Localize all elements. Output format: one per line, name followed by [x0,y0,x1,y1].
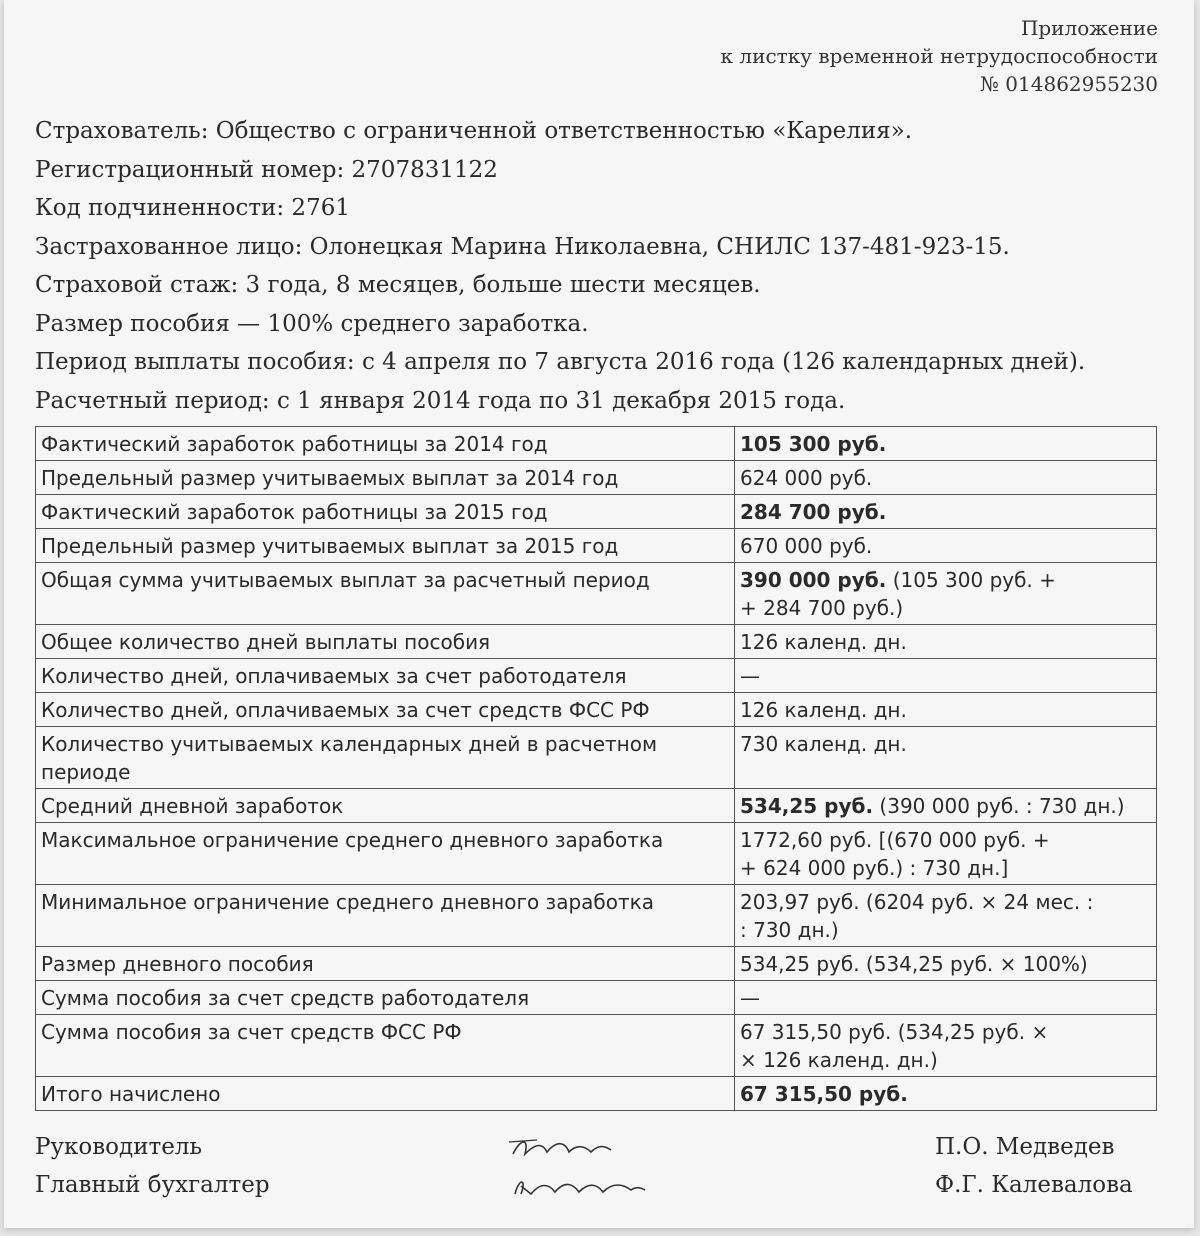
document-sheet [4,0,1194,1228]
table-row [36,659,1157,693]
row-value [735,885,1157,947]
table-row [36,1077,1157,1111]
signer-name: П.О. Медведев [935,1134,1115,1160]
value-text: 1772,60 руб. [(670 000 руб. + + 624 000 руб.) : 730 дн.] [740,828,1050,880]
header-number: № 014862955230 [980,72,1158,96]
table-row [36,427,1157,461]
signature-row-director [35,1134,1135,1172]
value-text: 126 календ. дн. [740,630,907,654]
info-calculation-period: Расчетный период: с 1 января 2014 года по 31 декабря 2015 года. [35,387,846,414]
table-row [36,625,1157,659]
info-insured-person: Застрахованное лицо: Олонецкая Марина Николаевна, СНИЛС 137-481-923-15. [35,233,1010,260]
row-value [735,1077,1157,1111]
table-row [36,947,1157,981]
row-value [735,659,1157,693]
table-row [36,789,1157,823]
row-label: Сумма пособия за счет средств ФСС РФ [36,1015,735,1077]
row-label: Размер дневного пособия [36,947,735,981]
info-insurance-experience: Страховой стаж: 3 года, 8 месяцев, больше шести месяцев. [35,272,761,298]
row-label: Количество дней, оплачиваемых за счет средств ФСС РФ [36,693,735,727]
row-value [735,823,1157,885]
row-label: Предельный размер учитываемых выплат за 2014 год [36,461,735,495]
header-title: Приложение [1020,16,1158,40]
signatures-block [35,1134,1135,1210]
document-header [721,14,1158,98]
row-label: Средний дневной заработок [36,789,735,823]
row-label: Максимальное ограничение среднего дневного заработка [36,823,735,885]
row-label: Предельный размер учитываемых выплат за 2015 год [36,529,735,563]
value-text: — [740,986,760,1010]
row-value [735,563,1157,625]
row-label: Фактический заработок работницы за 2015 год [36,495,735,529]
table-row [36,461,1157,495]
value-text: (390 000 руб. : 730 дн.) [873,794,1125,818]
info-benefit-size: Размер пособия — 100% среднего заработка. [35,310,589,337]
table-row [36,563,1157,625]
value-text: 203,97 руб. (6204 руб. × 24 мес. : : 730 дн.) [740,890,1094,942]
row-value [735,625,1157,659]
info-block [35,112,1155,420]
row-label: Количество учитываемых календарных дней в расчетном периоде [36,727,735,789]
row-label: Итого начислено [36,1077,735,1111]
row-value [735,727,1157,789]
handwritten-signature [507,1172,647,1208]
table-row [36,885,1157,947]
row-label: Общая сумма учитываемых выплат за расчетный период [36,563,735,625]
row-label: Сумма пособия за счет средств работодателя [36,981,735,1015]
row-label: Количество дней, оплачиваемых за счет работодателя [36,659,735,693]
value-text: — [740,664,760,688]
row-value [735,981,1157,1015]
row-value [735,529,1157,563]
row-value [735,1015,1157,1077]
value-bold: 390 000 руб. [740,568,887,592]
value-text: 730 календ. дн. [740,732,907,756]
value-bold: 105 300 руб. [740,432,887,456]
row-label: Минимальное ограничение среднего дневного заработка [36,885,735,947]
table-row [36,727,1157,789]
value-text: 670 000 руб. [740,534,873,558]
row-value [735,427,1157,461]
table-row [36,693,1157,727]
handwritten-signature [507,1134,617,1170]
table-row [36,529,1157,563]
table-row [36,981,1157,1015]
info-reg-number: Регистрационный номер: 2707831122 [35,156,498,183]
value-text: (105 300 руб. + + 284 700 руб.) [740,568,1056,620]
row-label: Общее количество дней выплаты пособия [36,625,735,659]
table-row [36,495,1157,529]
signer-role: Главный бухгалтер [35,1172,270,1198]
value-text: 534,25 руб. (534,25 руб. × 100%) [740,952,1088,976]
value-text: 126 календ. дн. [740,698,907,722]
calculation-table [35,426,1157,1111]
value-bold: 534,25 руб. [740,794,874,818]
row-value [735,495,1157,529]
info-payment-period: Период выплаты пособия: с 4 апреля по 7 августа 2016 года (126 календарных дней). [35,349,1086,375]
table-row [36,823,1157,885]
value-text: 67 315,50 руб. (534,25 руб. × × 126 календ. дн.) [740,1020,1049,1072]
value-bold: 67 315,50 руб. [740,1082,908,1106]
row-value [735,461,1157,495]
info-insurer: Страхователь: Общество с ограниченной ответственностью «Карелия». [35,118,913,144]
table-row [36,1015,1157,1077]
header-subtitle: к листку временной нетрудоспособности [720,44,1158,68]
signer-name: Ф.Г. Калевалова [935,1172,1133,1198]
info-subordination-code: Код подчиненности: 2761 [35,195,350,221]
row-value [735,947,1157,981]
row-label: Фактический заработок работницы за 2014 год [36,427,735,461]
value-bold: 284 700 руб. [740,500,887,524]
signature-row-accountant [35,1172,1135,1210]
signer-role: Руководитель [35,1134,202,1160]
row-value [735,789,1157,823]
row-value [735,693,1157,727]
value-text: 624 000 руб. [740,466,873,490]
